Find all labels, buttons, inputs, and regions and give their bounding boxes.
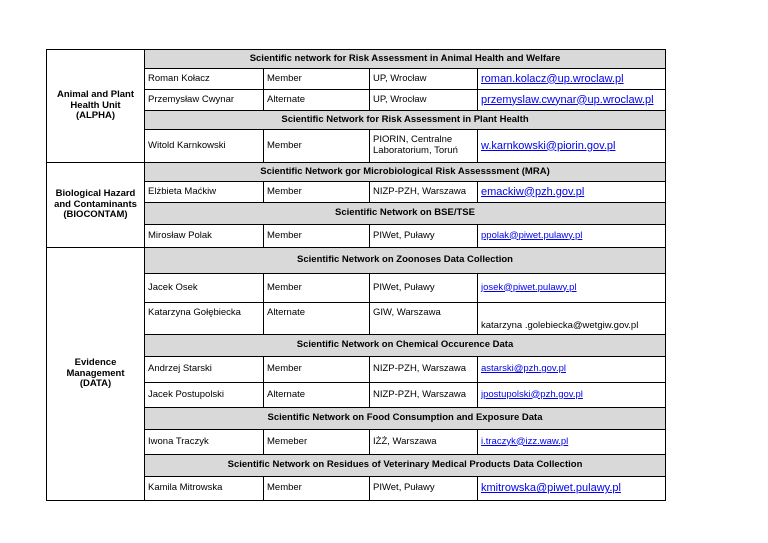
member-role: Alternate: [264, 383, 370, 408]
member-name: Kamila Mitrowska: [145, 477, 264, 501]
network-header-chemical: Scientific Network on Chemical Occurence Data: [145, 335, 666, 357]
member-institution: UP, Wrocław: [370, 69, 478, 90]
email-link[interactable]: jpostupolski@pzh.gov.pl: [481, 388, 583, 400]
member-name: Andrzej Starski: [145, 357, 264, 383]
member-name: Jacek Postupolski: [145, 383, 264, 408]
member-name: Jacek Osek: [145, 274, 264, 303]
network-header-row: [47, 163, 666, 182]
member-institution: NIZP-PZH, Warszawa: [370, 383, 478, 408]
network-header-plant-health: Scientific Network for Risk Assessment in Plant Health: [145, 111, 666, 130]
email-link[interactable]: w.karnkowski@piorin.gov.pl: [481, 139, 616, 152]
member-institution: UP, Wrocław: [370, 90, 478, 111]
email-link[interactable]: astarski@pzh.gov.pl: [481, 363, 566, 375]
email-link[interactable]: przemyslaw.cwynar@up.wroclaw.pl: [481, 93, 654, 106]
unit-biocontam: Biological Hazard and Contaminants (BIOCONTAM): [47, 163, 145, 248]
member-role: Member: [264, 357, 370, 383]
member-institution: IŻŻ, Warszawa: [370, 430, 478, 455]
email-link[interactable]: ppolak@piwet.pulawy.pl: [481, 229, 583, 241]
network-header-mra: Scientific Network gor Microbiological Risk Assesssment (MRA): [145, 163, 666, 182]
member-role: Alternate: [264, 90, 370, 111]
email-link[interactable]: roman.kolacz@up.wroclaw.pl: [481, 72, 624, 85]
member-institution: PIWet, Puławy: [370, 477, 478, 501]
email-link[interactable]: josek@piwet.pulawy.pl: [481, 281, 577, 293]
member-name: Witold Karnkowski: [145, 130, 264, 163]
member-name: Katarzyna Gołębiecka: [145, 303, 264, 335]
network-header-animal-health: Scientific network for Risk Assessment in Animal Health and Welfare: [145, 50, 666, 69]
member-name: Roman Kołacz: [145, 69, 264, 90]
member-role: Member: [264, 225, 370, 248]
network-header-row: [47, 50, 666, 69]
member-role: Member: [264, 69, 370, 90]
member-institution: NIZP-PZH, Warszawa: [370, 182, 478, 203]
member-institution: PIWet, Puławy: [370, 225, 478, 248]
member-role: Member: [264, 274, 370, 303]
network-header-row: [47, 248, 666, 274]
network-header-vet: Scientific Network on Residues of Veterinary Medical Products Data Collection: [145, 455, 666, 477]
member-institution: PIWet, Puławy: [370, 274, 478, 303]
unit-alpha: Animal and Plant Health Unit (ALPHA): [47, 50, 145, 163]
member-name: Mirosław Polak: [145, 225, 264, 248]
email-link[interactable]: i.traczyk@izz.waw.pl: [481, 435, 569, 447]
member-name: Przemysław Cwynar: [145, 90, 264, 111]
email-text: katarzyna .golebiecka@wetgiw.gov.pl: [478, 303, 666, 335]
network-table: [46, 49, 666, 501]
email-link[interactable]: kmitrowska@piwet.pulawy.pl: [481, 482, 621, 495]
contacts-sheet: [46, 49, 666, 501]
unit-data: Evidence Management (DATA): [47, 248, 145, 501]
network-header-food: Scientific Network on Food Consumption and Exposure Data: [145, 408, 666, 430]
member-institution: NIZP-PZH, Warszawa: [370, 357, 478, 383]
member-institution: PIORIN, Centralne Laboratorium, Toruń: [370, 130, 478, 163]
member-name: Iwona Traczyk: [145, 430, 264, 455]
member-role: Alternate: [264, 303, 370, 335]
member-role: Member: [264, 477, 370, 501]
member-role: Memeber: [264, 430, 370, 455]
network-header-bse: Scientific Network on BSE/TSE: [145, 203, 666, 225]
member-institution: GIW, Warszawa: [370, 303, 478, 335]
member-name: Elżbieta Maćkiw: [145, 182, 264, 203]
member-role: Member: [264, 182, 370, 203]
email-link[interactable]: emackiw@pzh.gov.pl: [481, 185, 585, 198]
network-header-zoonoses: Scientific Network on Zoonoses Data Collection: [145, 248, 666, 274]
member-role: Member: [264, 130, 370, 163]
